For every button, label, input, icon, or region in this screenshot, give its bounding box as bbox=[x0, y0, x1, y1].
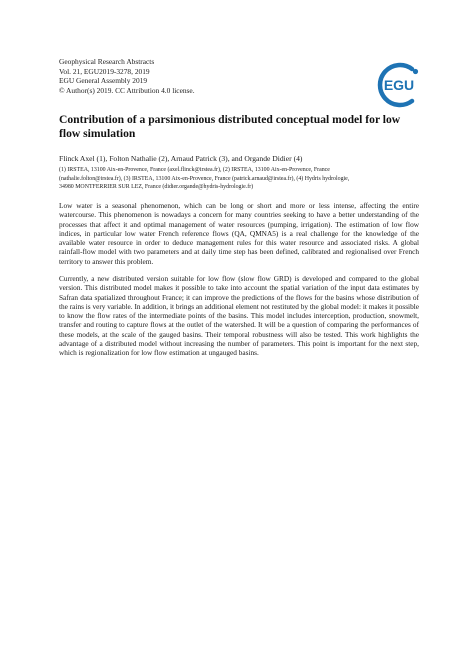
license-info: © Author(s) 2019. CC Attribution 4.0 license. bbox=[59, 85, 195, 95]
abstract-paragraph-1: Low water is a seasonal phenomenon, which can be long or short and more or less intense, affecting the entire watercourse. This phenomenon is nowadays a concern for many countries seeking to have a better understanding of the processes that affect it and optimal management of water resources (pumping, irrigation). The estimation of low flow indices, in particular low water French reference flows (QA, QMNA5) is a real challenge for the knowledge of the available water resource in order to deduce management rules for this water resource and associated risks. A global rainfall-flow model with two parameters and at daily time step has been defined, calibrated and regionalised over French territory to answer this problem. bbox=[59, 201, 419, 266]
author-list: Flinck Axel (1), Folton Nathalie (2), Arnaud Patrick (3), and Organde Didier (4) bbox=[59, 154, 303, 163]
affiliation-line: 34980 MONTFERRIER SUR LEZ, France (didier.organde@hydris-hydrologie.fr) bbox=[59, 184, 254, 191]
journal-header bbox=[59, 57, 359, 95]
paper-title: Contribution of a parsimonious distributed conceptual model for low flow simulation bbox=[59, 113, 401, 140]
affiliation-line: (1) IRSTEA, 13100 Aix-en-Provence, France (axel.flinck@irstea.fr), (2) IRSTEA, 13100 Aix-en-Provence, France bbox=[59, 167, 330, 173]
abstract-paragraph-2: Currently, a new distributed version suitable for low flow (slow flow GRD) is developed and compared to the global version. This distributed model makes it possible to take into account the spatial variation of the input data estimates by Safran data spatialized throughout France; it can improve the predictions of the flows for the basins whose distribution of the rains is very variable. In addition, it brings an additional element not restituted by the global model: it makes it possible to know the flow rates of the intermediate points of the basins. This model includes interception, production, snowmelt, transfer and routing to capture flows at the outlet of the watershed. It will be a question of comparing the performances of these models, at the scale of the gauged basins. Their temporal robustness will also be tested. This work highlights the advantage of a distributed model without increasing the number of parameters. This point is important for the next step, which is regionalization for low flow estimation at ungauged basins. bbox=[59, 274, 419, 358]
affiliation-line: (nathalie.folton@irstea.fr), (3) IRSTEA, 13100 Aix-en-Provence, France (patrick.arnaud@irstea.fr), (4) Hydris hydrologie, bbox=[59, 175, 350, 182]
egu-logo-text: EGU bbox=[383, 77, 415, 93]
affiliations bbox=[59, 166, 419, 192]
egu-logo bbox=[372, 60, 422, 110]
volume-info: Vol. 21, EGU2019-3278, 2019 bbox=[59, 66, 150, 76]
egu-logo-icon bbox=[372, 60, 422, 110]
assembly-info: EGU General Assembly 2019 bbox=[59, 76, 148, 86]
journal-name: Geophysical Research Abstracts bbox=[59, 57, 155, 66]
